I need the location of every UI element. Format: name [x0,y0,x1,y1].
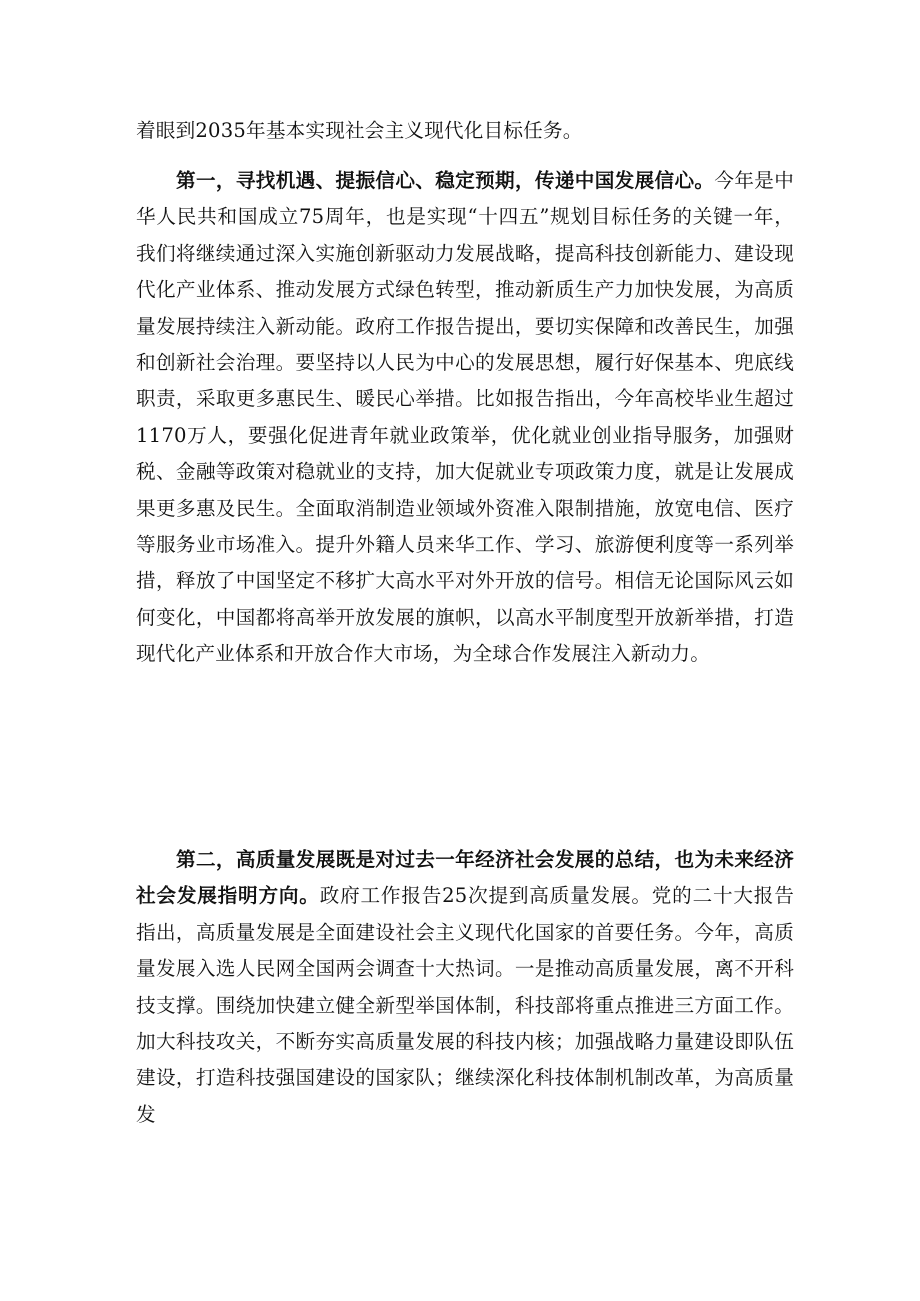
paragraph-first-point [136,163,794,673]
paragraph-second-point [136,842,794,1133]
paragraph-body: 今年是中华人民共和国成立75周年，也是实现“十四五”规划目标任务的关键一年，我们将继续通过深入实施创新驱动力发展战略，提高科技创新能力、建设现代化产业体系、推动发展方式绿色转型，推动新质生产力加快发展，为高质量发展持续注入新动能。政府工作报告提出，要切实保障和改善民生，加强和创新社会治理。要坚持以人民为中心的发展思想，履行好保基本、兜底线职责，采取更多惠民生、暖民心举措。比如报告指出，今年高校毕业生超过1170万人，要强化促进青年就业政策举，优化就业创业指导服务，加强财税、金融等政策对稳就业的支持，加大促就业专项政策力度，就是让发展成果更多惠及民生。全面取消制造业领域外资准入限制措施，放宽电信、医疗等服务业市场准入。提升外籍人员来华工作、学习、旅游便利度等一系列举措，释放了中国坚定不移扩大高水平对外开放的信号。相信无论国际风云如何变化，中国都将高举开放发展的旗帜，以高水平制度型开放新举措，打造现代化产业体系和开放合作大市场，为全球合作发展注入新动力。 [136,169,794,666]
paragraph-lead-heading: 第一，寻找机遇、提振信心、稳定预期，传递中国发展信心。 [176,169,715,192]
paragraph-lead-heading: 第二，高质量发展既是对过去一年经济社会发展的总结，也为未来经济社会发展指明方向。 [136,848,794,908]
paragraph-body: 着眼到2035年基本实现社会主义现代化目标任务。 [136,119,583,142]
paragraph-body: 政府工作报告25次提到高质量发展。党的二十大报告指出，高质量发展是全面建设社会主义现代化国家的首要任务。今年，高质量发展入选人民网全国两会调查十大热词。一是推动高质量发展，离不开科技支撑。围绕加快建立健全新型举国体制，科技部将重点推进三方面工作。加大科技攻关，不断夯实高质量发展的科技内核；加强战略力量建设即队伍建设，打造科技强国建设的国家队；继续深化科技体制机制改革，为高质量发 [136,884,794,1126]
paragraph-continuation [136,113,794,149]
